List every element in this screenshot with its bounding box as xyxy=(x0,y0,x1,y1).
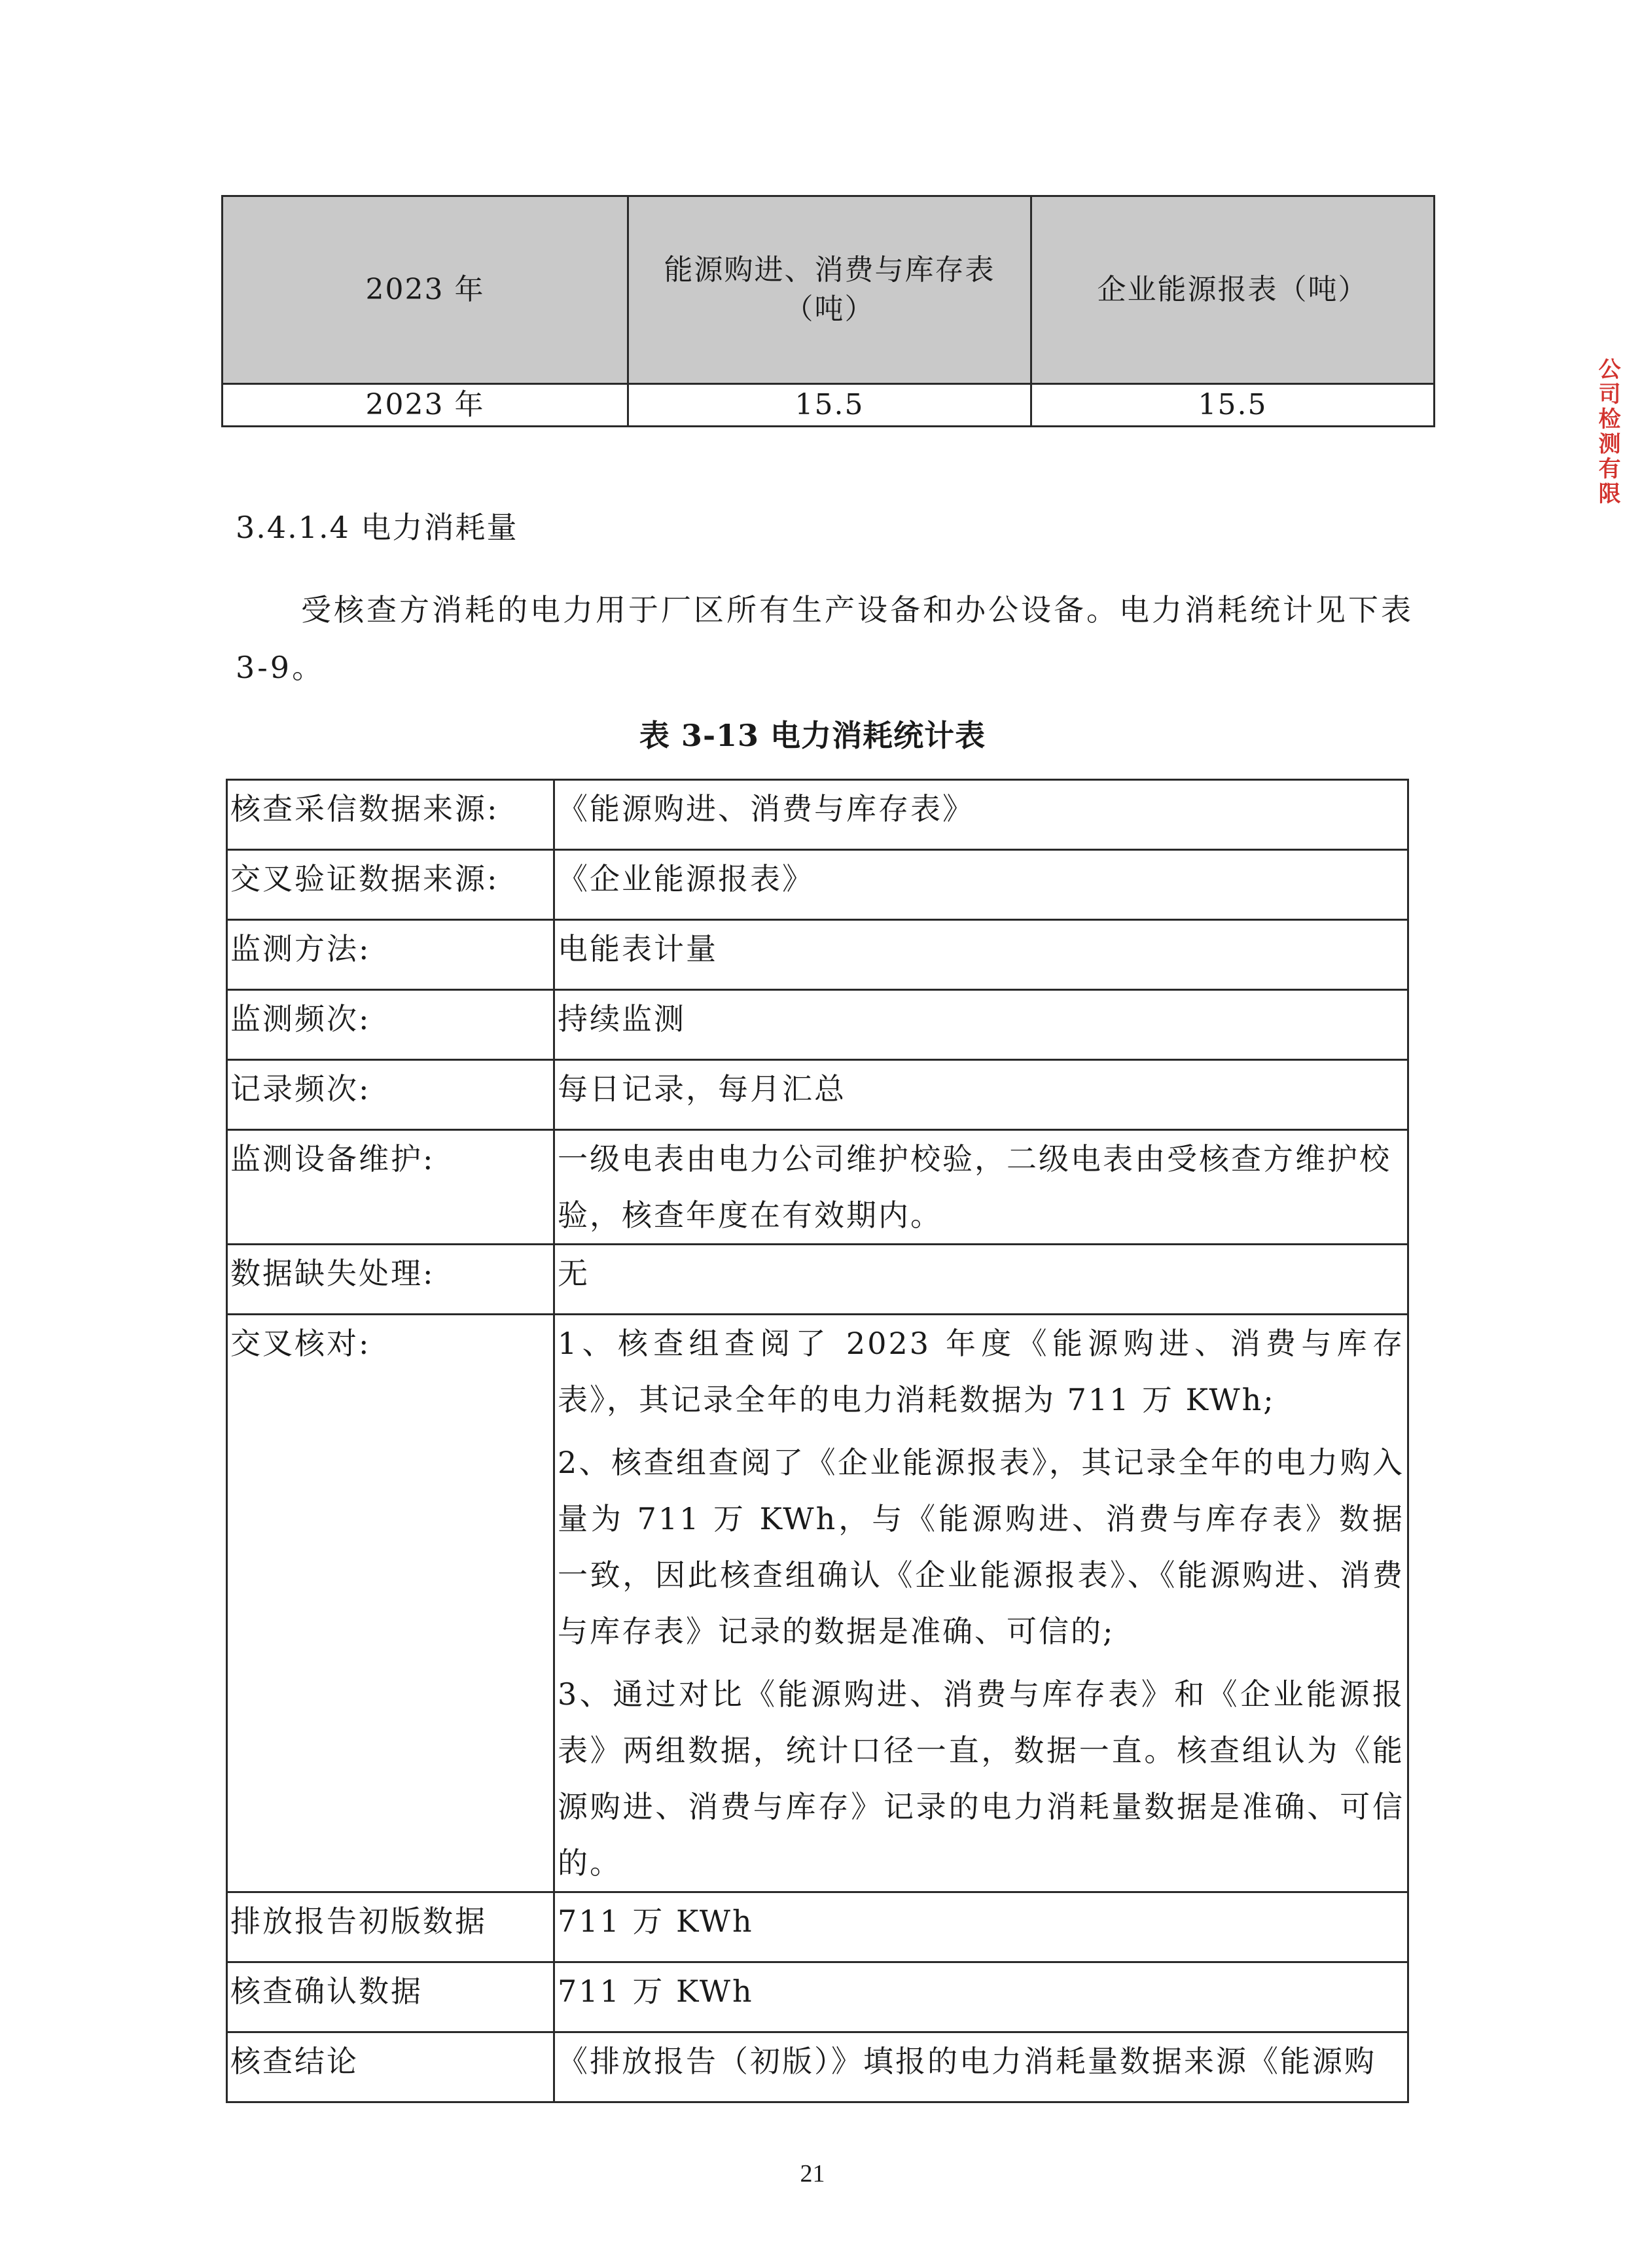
row-value: 一级电表由电力公司维护校验，二级电表由受核查方维护校验，核查年度在有效期内。 xyxy=(554,1130,1408,1245)
table-row xyxy=(227,1060,1408,1130)
cross-check-item: 3、通过对比《能源购进、消费与库存表》和《企业能源报表》两组数据，统计口径一直，数据一直。核查组认为《能源购进、消费与库存》记录的电力消耗量数据是准确、可信的。 xyxy=(558,1676,1404,1881)
cell-energy-purchase-value: 15.5 xyxy=(628,384,1031,427)
row-label: 监测方法: xyxy=(227,920,554,990)
fuel-consumption-table xyxy=(221,195,1435,427)
page-number: 21 xyxy=(800,2160,825,2188)
row-value: 持续监测 xyxy=(554,990,1408,1060)
table-row xyxy=(227,850,1408,920)
row-value: 《排放报告（初版）》填报的电力消耗量数据来源《能源购 xyxy=(554,2032,1408,2102)
row-value: 《能源购进、消费与库存表》 xyxy=(554,780,1408,850)
row-label: 监测设备维护: xyxy=(227,1130,554,1245)
row-label: 核查采信数据来源: xyxy=(227,780,554,850)
table-row xyxy=(227,920,1408,990)
cross-check-content xyxy=(554,1315,1408,1892)
table-row xyxy=(223,384,1435,427)
cross-check-item: 1、核查组查阅了 2023 年度《能源购进、消费与库存表》，其记录全年的电力消耗数据为 711 万 KWh; xyxy=(558,1326,1404,1417)
cross-check-item: 2、核查组查阅了《企业能源报表》，其记录全年的电力购入量为 711 万 KWh，与《能源购进、消费与库存表》数据一致，因此核查组确认《企业能源报表》、《能源购进、消费与库存表》记录的数据是准确、可信的; xyxy=(558,1445,1404,1649)
table-row xyxy=(227,2032,1408,2102)
row-value: 每日记录，每月汇总 xyxy=(554,1060,1408,1130)
electricity-consumption-table xyxy=(226,779,1409,2103)
row-value: 《企业能源报表》 xyxy=(554,850,1408,920)
cell-enterprise-report-value: 15.5 xyxy=(1031,384,1435,427)
row-value: 711 万 KWh xyxy=(554,1892,1408,1962)
body-paragraph: 受核查方消耗的电力用于厂区所有生产设备和办公设备。电力消耗统计见下表 3-9。 xyxy=(236,592,1414,685)
table-row xyxy=(227,1130,1408,1245)
seal-stamp-edge: 公司检测有限 xyxy=(1594,357,1620,506)
table-row-cross-check xyxy=(227,1315,1408,1892)
table-header-row xyxy=(223,196,1435,384)
table-row xyxy=(227,990,1408,1060)
row-label: 核查结论 xyxy=(227,2032,554,2102)
row-label: 排放报告初版数据 xyxy=(227,1892,554,1962)
header-cell-energy-purchase: 能源购进、消费与库存表（吨） xyxy=(628,196,1031,384)
cell-year: 2023 年 xyxy=(223,384,628,427)
section-heading: 3.4.1.4 电力消耗量 xyxy=(236,510,518,545)
header-cell-enterprise-report: 企业能源报表（吨） xyxy=(1031,196,1435,384)
row-label: 记录频次: xyxy=(227,1060,554,1130)
row-value: 711 万 KWh xyxy=(554,1962,1408,2032)
row-label: 核查确认数据 xyxy=(227,1962,554,2032)
row-label: 交叉验证数据来源: xyxy=(227,850,554,920)
table-row xyxy=(227,1962,1408,2032)
table-caption: 表 3-13 电力消耗统计表 xyxy=(639,718,986,753)
table-row xyxy=(227,1892,1408,1962)
table-row xyxy=(227,780,1408,850)
row-value: 无 xyxy=(554,1245,1408,1315)
table-row xyxy=(227,1245,1408,1315)
header-cell-year: 2023 年 xyxy=(223,196,628,384)
row-label: 监测频次: xyxy=(227,990,554,1060)
row-value: 电能表计量 xyxy=(554,920,1408,990)
row-label: 数据缺失处理: xyxy=(227,1245,554,1315)
row-label: 交叉核对: xyxy=(227,1315,554,1892)
